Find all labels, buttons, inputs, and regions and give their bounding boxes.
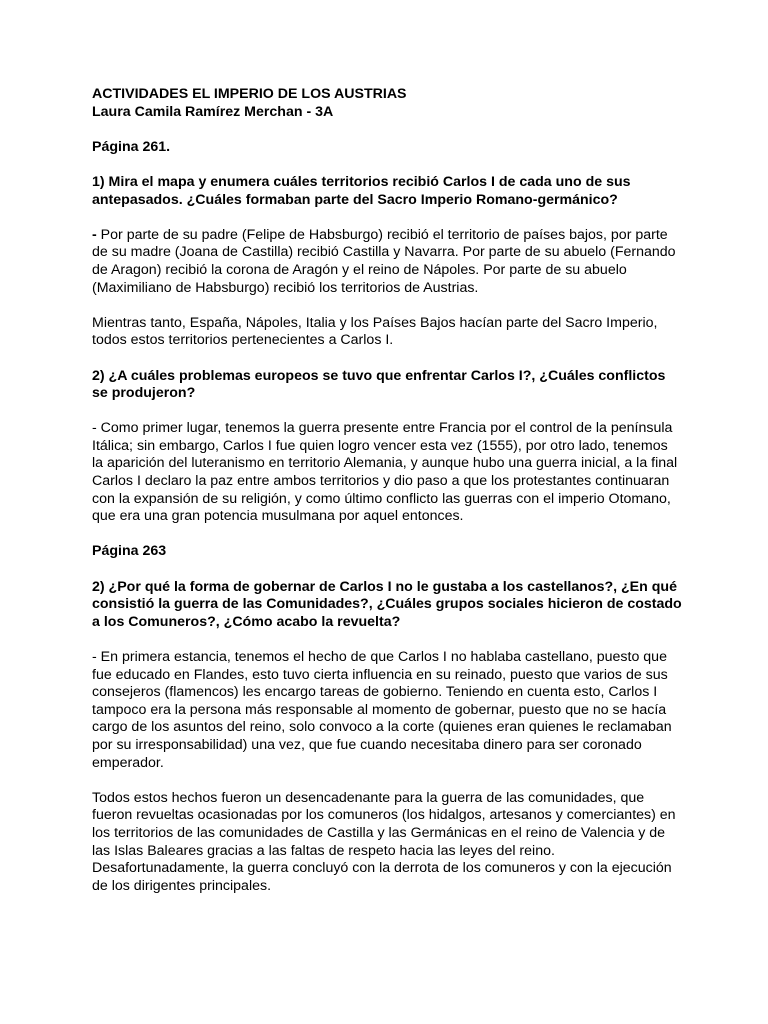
spacer [92,772,682,790]
question-1-heading: 1) Mira el mapa y enumera cuáles territorios recibió Carlos I de cada uno de sus antepasados. ¿Cuáles formaban parte del Sacro Imperio Romano-germánico? [92,173,631,208]
spacer [92,561,682,579]
answer-dash: - [92,226,97,243]
document-author: Laura Camila Ramírez Merchan - 3A [92,103,334,120]
question-1-answer-paragraph-2: Mientras tanto, España, Nápoles, Italia y los Países Bajos hacían parte del Sacro Imperio, todos estos territorios pertenecientes a Carlos I. [92,314,658,349]
spacer [92,156,682,174]
page-263-label: Página 263 [92,543,167,560]
spacer [92,403,682,421]
question-3-answer-paragraph-1: - En primera estancia, tenemos el hecho de que Carlos I no hablaba castellano, puesto que fue educado en Flandes, esto tuvo cierta influencia en su reinado, puesto que varios de sus consejeros (flamencos) les encargo tareas de gobierno. Teniendo en cuenta esto, Carlos I tampoco era la persona más responsable al momento de gobernar, puesto que no se hacía cargo de los asuntos del reino, solo convoco a la corte (quienes eran quienes le reclamaban por su irresponsabilidad) una vez, que fue cuando necesitaba dinero para ser coronado emperador. [92,649,672,771]
question-2-answer: - Como primer lugar, tenemos la guerra presente entre Francia por el control de la península Itálica; sin embargo, Carlos I fue quien logro vencer esta vez (1555), por otro lado, tenemos la aparición del luteranismo en territorio Alemania, y aunque hubo una guerra inicial, a la final Carlos I declaro la paz entre ambos territorios y dio paso a que los protestantes continuaran con la expansión de su religión, y como último conflicto las guerras con el imperio Otomano, que era una gran potencia musulmana por aquel entonces. [92,420,678,525]
question-2-heading: 2) ¿A cuáles problemas europeos se tuvo que enfrentar Carlos I?, ¿Cuáles conflictos se produjeron? [92,367,666,402]
spacer [92,526,682,544]
question-3-answer-paragraph-2: Todos estos hechos fueron un desencadenante para la guerra de las comunidades, que fueron revueltas ocasionadas por los comuneros (los hidalgos, artesanos y comerciantes) en los territorios de las comunidades de Castilla y las Germánicas en el reino de Valencia y de las Islas Baleares gracias a las faltas de respeto hacia las leyes del reino. Desafortunadamente, la guerra concluyó con la derrota de los comuneros y con la ejecución de los dirigentes principales. [92,789,676,894]
spacer [92,631,682,649]
question-3-heading: 2) ¿Por qué la forma de gobernar de Carlos I no le gustaba a los castellanos?, ¿En qué consistió la guerra de las Comunidades?, ¿Cuáles grupos sociales hicieron de costado a los Comuneros?, ¿Cómo acabo la revuelta? [92,578,682,630]
spacer [92,297,682,315]
spacer [92,209,682,227]
spacer [92,350,682,368]
document-page [92,86,682,895]
spacer [92,121,682,139]
page-261-label: Página 261. [92,138,171,155]
answer-text: Por parte de su padre (Felipe de Habsburgo) recibió el territorio de países bajos, por parte de su madre (Joana de Castilla) recibió Castilla y Navarra. Por parte de su abuelo (Fernando de Aragon) recibió la corona de Aragón y el reino de Nápoles. Por parte de su abuelo (Maximiliano de Habsburgo) recibió los territorios de Austrias. [92,226,676,296]
document-title: ACTIVIDADES EL IMPERIO DE LOS AUSTRIAS [92,86,407,102]
question-1-answer-paragraph-1 [92,227,682,297]
